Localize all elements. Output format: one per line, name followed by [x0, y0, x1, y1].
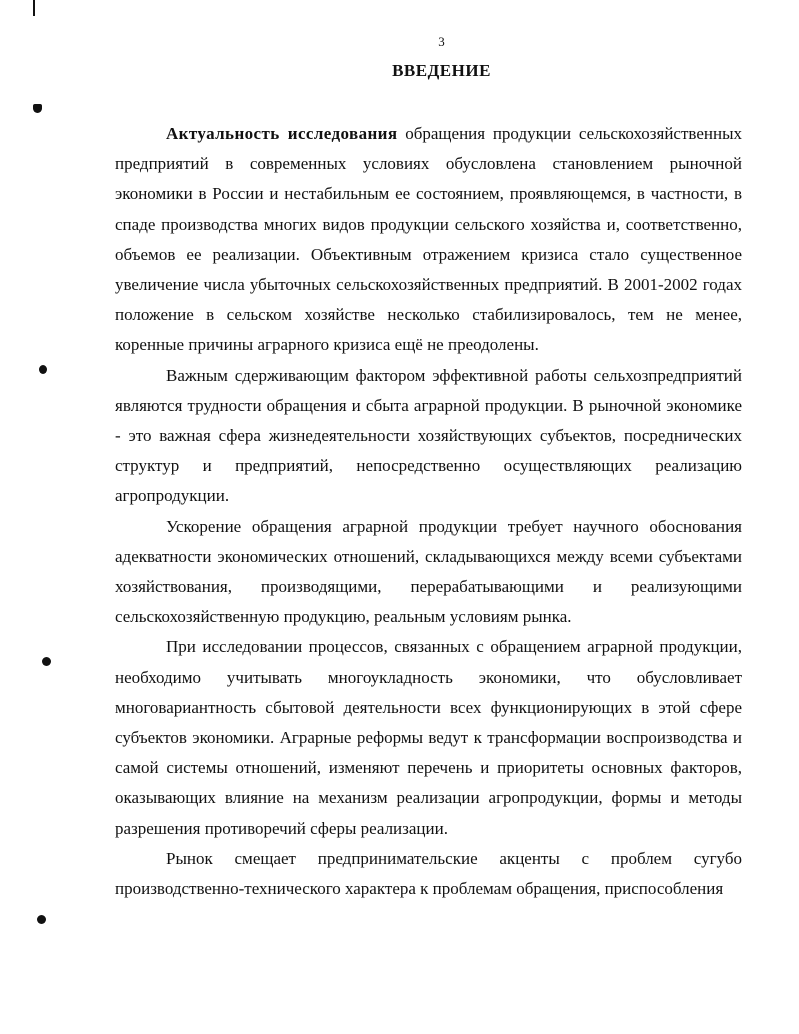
scan-mark-top	[33, 0, 35, 16]
paragraph-1	[115, 119, 742, 361]
paragraph-1-text: обращения продукции сельскохозяйственных предприятий в современных условиях обусловлена становлением рыночной экономики в России и нестабильным ее состоянием, проявляющемся, в частности, в спаде производства многих видов продукции сельского хозяйства и, соответственно, объемов ее реализации. Объективным отражением кризиса стало существенное увеличение числа убыточных сельскохозяйственных предприятий. В 2001-2002 годах положение в сельском хозяйстве несколько стабилизировалось, тем не менее, коренные причины аграрного кризиса ещё не преодолены.	[115, 124, 742, 355]
scan-mark-bullet-3	[42, 657, 51, 666]
scan-mark-bullet-2	[39, 365, 47, 374]
scan-mark-bullet-4	[37, 915, 46, 924]
paragraph-4: При исследовании процессов, связанных с обращением аграрной продукции, необходимо учитывать многоукладность экономики, что обусловливает многовариантность сбытовой деятельности всех функционирующих в этой сфере субъектов экономики. Аграрные реформы ведут к трансформации воспроизводства и самой системы отношений, изменяют перечень и приоритеты основных факторов, оказывающих влияние на механизм реализации агропродукции, формы и методы разрешения противоречий сферы реализации.	[115, 637, 742, 838]
paragraph-2: Важным сдерживающим фактором эффективной работы сельхозпредприятий являются трудности обращения и сбыта аграрной продукции. В рыночной экономике - это важная сфера жизнедеятельности хозяйствующих субъектов, посреднических структур и предприятий, непосредственно осуществляющих реализацию агропродукции.	[115, 365, 742, 506]
paragraph-1-lead: Актуальность исследования	[166, 124, 398, 143]
scan-mark-bullet-1	[33, 104, 42, 113]
paragraph-3: Ускорение обращения аграрной продукции требует научного обоснования адекватности экономических отношений, складывающихся между всеми субъектами хозяйствования, производящими, перерабатывающими и реализующими сельскохозяйственную продукцию, реальным условиям рынка.	[115, 516, 742, 627]
page-number: 3	[438, 34, 445, 49]
body-text	[115, 119, 742, 904]
paragraph-5: Рынок смещает предпринимательские акценты с проблем сугубо производственно-технического характера к проблемам обращения, приспособления	[115, 848, 742, 899]
page-title: ВВЕДЕНИЕ	[392, 61, 491, 80]
